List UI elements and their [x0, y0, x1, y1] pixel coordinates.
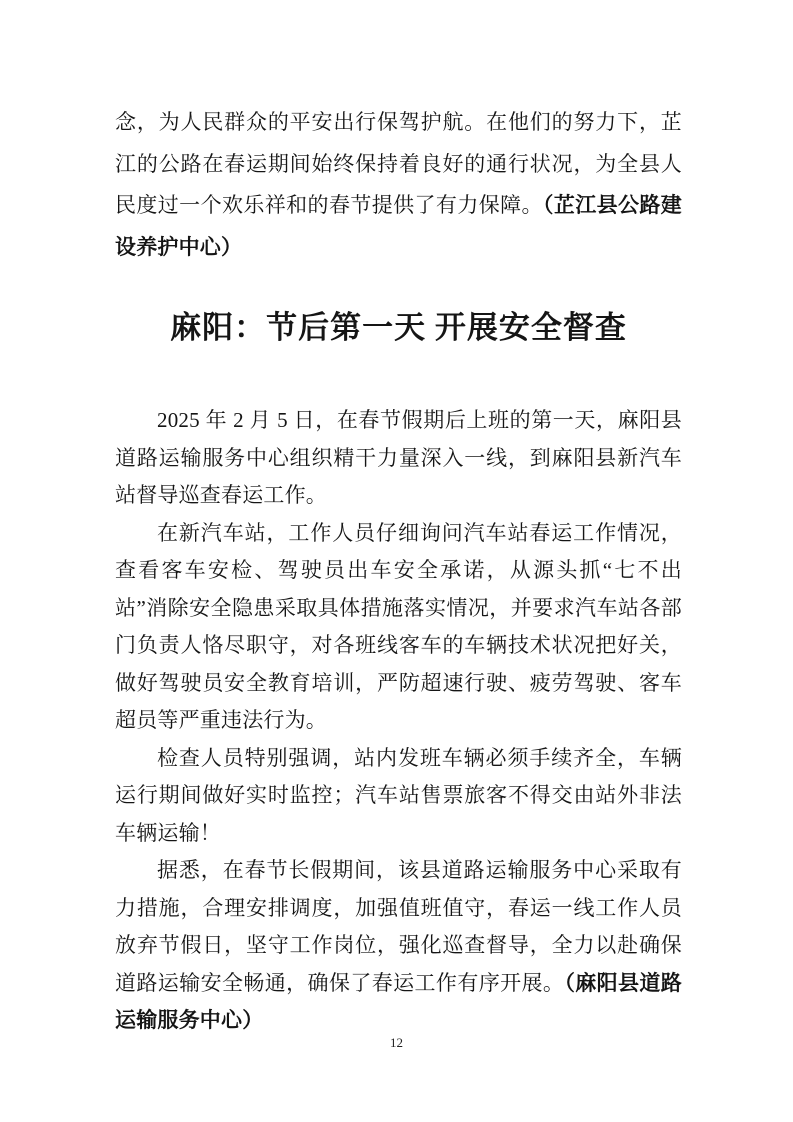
article-paragraph-2: 在新汽车站，工作人员仔细询问汽车站春运工作情况，查看客车安检、驾驶员出车安全承诺，从源头抓“七不出站”消除安全隐患采取具体措施落实情况，并要求汽车站各部门负责人恪尽职守，对各班线客车的车辆技术状况把好关，做好驾驶员安全教育培训，严防超速行驶、疲劳驾驶、客车超员等严重违法行为。 — [115, 520, 682, 732]
page-content — [115, 102, 682, 1040]
article-paragraph-4 — [115, 852, 682, 1040]
article-paragraph-1: 2025 年 2 月 5 日，在春节假期后上班的第一天，麻阳县道路运输服务中心组织精干力量深入一线，到麻阳县新汽车站督导巡查春运工作。 — [115, 408, 682, 507]
paragraph-4-text: 据悉，在春节长假期间，该县道路运输服务中心采取有力措施，合理安排调度，加强值班值守，春运一线工作人员放弃节假日，坚守工作岗位，强化巡查督导，全力以赴确保道路运输安全畅通，确保了春运工作有序开展。 — [115, 858, 682, 995]
page-number: 12 — [390, 1035, 403, 1050]
previous-article-continuation — [115, 102, 682, 268]
article-title: 麻阳：节后第一天 开展安全督查 — [170, 310, 627, 345]
page-footer — [0, 1034, 793, 1052]
article-paragraph-3: 检查人员特别强调，站内发班车辆必须手续齐全，车辆运行期间做好实时监控；汽车站售票旅客不得交由站外非法车辆运输！ — [115, 745, 682, 845]
article-byline: （麻阳县道路运输服务中心） — [115, 970, 682, 1032]
previous-article-byline: （芷江县公路建设养护中心） — [115, 193, 682, 259]
continuation-text: 念，为人民群众的平安出行保驾护航。在他们的努力下，芷江的公路在春运期间始终保持着良好的通行状况，为全县人民度过一个欢乐祥和的春节提供了有力保障。 — [115, 110, 682, 217]
